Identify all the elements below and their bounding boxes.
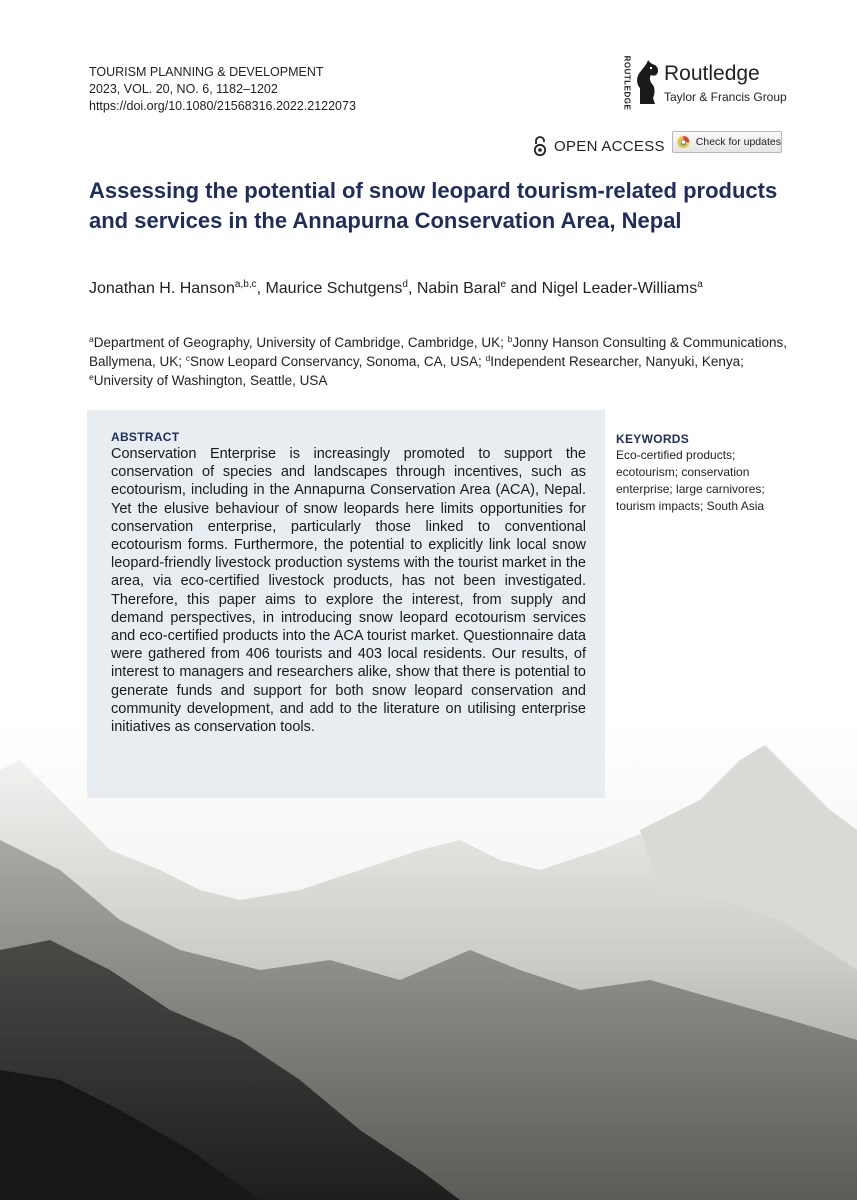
journal-name: TOURISM PLANNING & DEVELOPMENT (89, 65, 324, 79)
author-name[interactable]: Nigel Leader-Williams (541, 280, 698, 297)
affiliation-text: Independent Researcher, Nanyuki, Kenya; (490, 354, 744, 369)
publisher-side-text (620, 55, 634, 111)
abstract-text: Conservation Enterprise is increasingly promoted to support the conservation of species and landscapes through incentives, such as ecotourism, including in the Annapurna Conservation Area (ACA), Nepal. Yet the elusive behaviour of snow leopards here limits opportunities for conservation enterprise, particularly those linked to conventional ecotourism forms. Furthermore, the potential to explicitly link local snow leopard-friendly livestock production systems with the tourist market in the area, via eco-certified livestock products, has not been investigated. Therefore, this paper aims to explore the interest, from supply and demand perspectives, in introducing snow leopard ecotourism services and eco-certified products into the ACA tourist market. Questionnaire data were gathered from 406 tourists and 403 local residents. Our results, of interest to managers and researchers alike, show that there is potential to generate funds and support for both snow leopard conservation and community development, and add to the literature on utilising enterprise initiatives as conservation tools. (111, 446, 586, 736)
abstract-box (87, 410, 605, 798)
journal-doi[interactable]: https://doi.org/10.1080/21568316.2022.2122073 (89, 99, 356, 113)
author-separator: , (407, 280, 417, 297)
journal-info (89, 64, 356, 115)
affiliation-marker: a (89, 334, 94, 344)
affiliation-text: Jonny Hanson Consulting & Communications, Ballymena, UK; (89, 335, 788, 369)
author-name[interactable]: Nabin Baral (416, 280, 501, 297)
journal-citation: 2023, VOL. 20, NO. 6, 1182–1202 (89, 82, 278, 96)
open-access-text: OPEN ACCESS (554, 137, 665, 155)
article-title: Assessing the potential of snow leopard tourism-related products and services in the Annapurna Conservation Area, Nepal (89, 178, 778, 233)
author-separator: , (256, 280, 266, 297)
affiliation-marker: b (507, 334, 513, 344)
publisher-group: Taylor & Francis Group (664, 90, 787, 104)
author-name[interactable]: Maurice Schutgens (265, 280, 403, 297)
check-for-updates-button[interactable] (672, 131, 782, 153)
affiliation-text: Department of Geography, University of Cambridge, Cambridge, UK; (93, 335, 508, 350)
author-affiliation-marker: a,b,c (234, 279, 257, 290)
publisher-logo (620, 55, 790, 111)
keywords-heading: KEYWORDS (616, 432, 690, 446)
keywords-text: Eco-certified products; ecotourism; conservation enterprise; large carnivores; tourism impacts; South Asia (616, 448, 765, 513)
affiliation-text: University of Washington, Seattle, USA (93, 373, 328, 388)
affiliation-marker: e (89, 372, 94, 382)
affiliation-marker: c (185, 353, 191, 363)
open-lock-icon (532, 135, 548, 157)
author-affiliation-marker: a (697, 279, 703, 290)
author-list (89, 278, 789, 300)
publisher-side-label: ROUTLEDGE (622, 55, 632, 111)
author-affiliation-marker: d (402, 279, 408, 290)
author-name[interactable]: Jonathan H. Hanson (89, 280, 235, 297)
crossmark-icon (677, 134, 690, 150)
keywords-section (616, 431, 791, 515)
affiliation-text: Snow Leopard Conservancy, Sonoma, CA, USA; (190, 354, 486, 369)
author-affiliation-marker: e (500, 279, 507, 290)
open-access-label (532, 135, 665, 157)
publisher-name: Routledge (664, 62, 760, 85)
check-for-updates-label: Check for updates (695, 136, 781, 148)
affiliation-marker: d (485, 353, 491, 363)
abstract-heading: ABSTRACT (111, 430, 180, 444)
author-separator: and (506, 280, 542, 297)
affiliations (89, 333, 789, 390)
routledge-knight-icon (634, 58, 660, 106)
